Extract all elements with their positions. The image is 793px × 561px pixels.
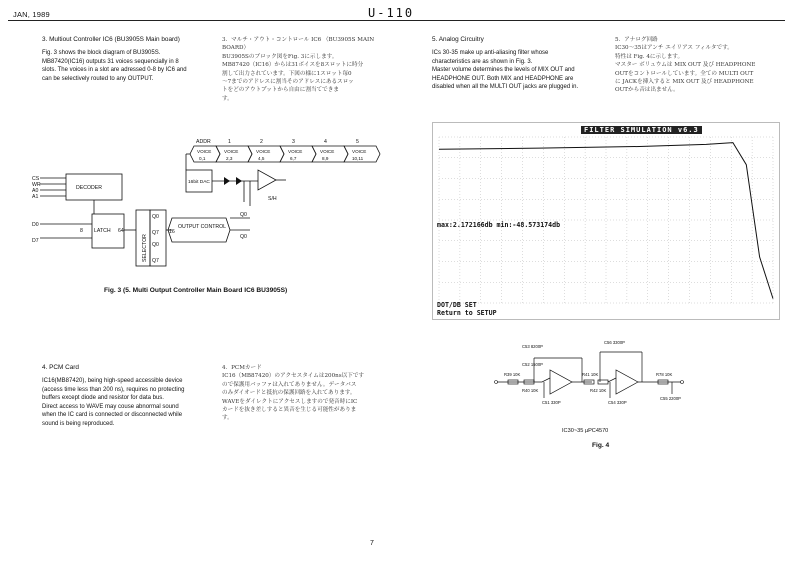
- fig3-caption: Fig. 3 (5. Multi Output Controller Main Board IC6 BU3905S): [104, 287, 288, 294]
- fig3-voice: 2,3: [226, 156, 233, 161]
- page-number: 7: [370, 540, 374, 547]
- fig3-d0: D0: [32, 222, 39, 228]
- section4-jp-line: カードを抜き差しすると異音を生じる可能性がありま: [222, 407, 357, 414]
- section3-jp-line: す。: [222, 95, 233, 102]
- section5-block: [432, 36, 602, 92]
- section3-jp-line: BU3905Sのブロック図をFig. 3に示します。: [222, 53, 338, 60]
- section3-block: [42, 36, 217, 83]
- fig4-part: R40 10K: [522, 388, 539, 393]
- section5-line: HEADPHONE OUT. Both MIX and HEADPHONE are: [432, 75, 574, 82]
- fig3-voice-label: VOICE: [224, 149, 239, 154]
- fig4-part: C52 1500P: [522, 362, 543, 367]
- fig4-part: C51 330P: [542, 400, 561, 405]
- section3-title: 3. Multiout Controller IC6 (BU3905S Main board): [42, 36, 180, 43]
- fig3-qbar-out: Q0: [240, 234, 247, 240]
- fig3-latch: LATCH: [94, 228, 111, 234]
- section3-jp-line: MB87420（IC16）からは31ボイスを8スロットに時分: [222, 62, 364, 69]
- fig3-input-a1: A1: [32, 194, 39, 200]
- section5-line: characteristics are as shown in Fig. 3.: [432, 58, 533, 65]
- section3-jp-line: 割して出力されています。下図の様に1スロット毎0: [222, 70, 352, 77]
- section3-line: can be selectively routed to any OUTPUT.: [42, 75, 154, 82]
- fig3-d7: D7: [32, 238, 39, 244]
- fig3-voice: 0,1: [199, 156, 206, 161]
- fig3-output-control: OUTPUT CONTROL: [178, 224, 227, 230]
- section3-line: Fig. 3 shows the block diagram of BU3905S.: [42, 50, 161, 56]
- section4-block: [42, 364, 217, 429]
- section5-jp-line: OUTをコントロールしています。全ての MULTI OUT: [615, 70, 754, 77]
- section4-line: (access time less than 200 ns), requires no protecting: [42, 386, 185, 393]
- fig3-addr: 3: [292, 139, 295, 145]
- fig3-dac: 16bit DAC: [188, 180, 210, 185]
- section4-jp-line: IC16（MB87420）のアクセスタイムは200ns以下です: [222, 373, 365, 380]
- section4-jp-title: 4．PCMカード: [222, 365, 262, 371]
- section5-jp-line: に JACKを挿入すると MIX OUT 及び HEADPHONE: [615, 79, 754, 86]
- filter-line1: DOT/DB SET: [437, 301, 477, 309]
- fig3-voice: 6,7: [290, 156, 297, 161]
- section4-jp-line: ので保護用バッファは入れてありません。データバス: [222, 381, 357, 388]
- fig3-addr: 4: [324, 139, 327, 145]
- section4-line: when the IC card is connected or disconnected while: [42, 412, 183, 419]
- section4-jp-line: す。: [222, 415, 233, 422]
- fig3-q: Q0: [152, 242, 159, 248]
- fig3-voice: 4,5: [258, 156, 265, 161]
- fig3-voice-label: VOICE: [256, 149, 271, 154]
- fig3-addr-label: ADDR: [196, 139, 211, 145]
- fig3-q: Q7: [152, 230, 159, 236]
- fig3-voice: 8,9: [322, 156, 329, 161]
- section3-jp-line: トをどのアウトプットから自由に割当てできま: [222, 87, 339, 94]
- fig3-voice: 10,11: [352, 156, 364, 161]
- fig4-part: C53 8200P: [522, 344, 543, 349]
- fig3-selector: SELECTOR: [142, 234, 148, 262]
- fig3-input-a0: A0: [32, 188, 39, 194]
- section5-jp-title: 5．アナログ回路: [615, 37, 658, 43]
- fig3-input-cs: CS: [32, 176, 40, 182]
- header-rule: [8, 20, 785, 21]
- fig4-part: R41 10K: [582, 372, 599, 377]
- section4-body: [42, 377, 217, 429]
- filter-readout: max:2.172166db min:-48.573174db: [437, 221, 561, 229]
- fig4-part: R42 10K: [590, 388, 607, 393]
- section4-jp-line: のみダイオードと抵抗の保護回路を入れてあります。: [222, 390, 356, 397]
- section4-line: sound is being reproduced.: [42, 420, 115, 427]
- filter-title: FILTER SIMULATION v6.3: [581, 126, 702, 134]
- section5-line: Master volume determines the levels of MIX OUT and: [432, 67, 575, 74]
- fig3-q: Q7: [152, 258, 159, 264]
- header-model: U-110: [368, 6, 415, 20]
- fig4-part: R39 10K: [504, 372, 521, 377]
- fig4-part: R78 10K: [656, 372, 673, 377]
- fig3-diagram: [32, 134, 396, 282]
- fig4-part: C55 2200P: [660, 396, 681, 401]
- filter-line2: Return to SETUP: [437, 309, 497, 317]
- fig3-q: Q0: [152, 214, 159, 220]
- fig3-voice-label: VOICE: [288, 149, 303, 154]
- section5-jp-line: OUTから音は出ません。: [615, 87, 679, 94]
- fig4-caption: Fig. 4: [592, 442, 610, 449]
- section3-line: slots. The voices in a slot are adressed 0-8 by IC6 and: [42, 67, 187, 74]
- section4-line: Direct access to WAVE may couse abnormal sound: [42, 403, 179, 410]
- fig3-decoder: DECODER: [76, 185, 102, 191]
- fig3-voice-label: VOICE: [320, 149, 335, 154]
- fig3-voice-label: VOICE: [352, 149, 367, 154]
- section5-jp-line: マスター ボリュウムは MIX OUT 及び HEADPHONE: [615, 62, 756, 69]
- section3-jp-title: 3．マルチ・アウト・コントロール IC6 （BU3905S MAIN BOARD）: [222, 37, 375, 52]
- fig3-sh: S/H: [268, 196, 277, 202]
- fig3-voice-label: VOICE: [197, 149, 212, 154]
- section4-jp-block: [222, 364, 392, 423]
- fig3-addr: 5: [356, 139, 359, 145]
- section5-line: disabled when all the MULTI OUT jacks are plugged in.: [432, 84, 579, 91]
- fig3-q-out: Q0: [240, 212, 247, 218]
- section3-jp-line: ～7までのアドレスに割当そのアドレスにあるスロッ: [222, 79, 354, 86]
- fig4-part: C54 330P: [608, 400, 627, 405]
- fig4-part: C56 3300P: [604, 340, 625, 345]
- section5-jp-block: [615, 36, 783, 95]
- fig4-ic-label: IC30~35 µPC4570: [562, 428, 609, 434]
- section4-line: buffers except diode and resistor for data bus.: [42, 395, 164, 402]
- filter-display: [432, 122, 780, 320]
- section5-title: 5. Analog Circuitry: [432, 36, 484, 43]
- section4-line: IC16(MB87420), being high-speed accessible device: [42, 378, 183, 384]
- section5-body: [432, 49, 602, 92]
- section3-line: MB87420(IC16) outputs 31 voices sequencially in 8: [42, 58, 179, 65]
- fig3-bus16: 16: [169, 229, 175, 235]
- fig3-addr: 1: [228, 139, 231, 145]
- section5-jp-line: 特性は Fig. 4に示します。: [615, 53, 684, 60]
- header-date: JAN, 1989: [13, 10, 50, 19]
- section3-jp-block: [222, 36, 390, 103]
- fig3-bus64: 64: [118, 228, 124, 234]
- section5-line: ICs 30-35 make up anti-aliasing filter whose: [432, 50, 549, 56]
- section4-jp-line: WAVEをダイレクトにアクセスしますので発音時にIC: [222, 398, 358, 405]
- section4-title: 4. PCM Card: [42, 364, 79, 371]
- fig4-schematic: [492, 338, 692, 428]
- fig3-bus8: 8: [80, 228, 83, 234]
- fig3-input-wr: WR: [32, 182, 41, 188]
- section5-jp-line: IC30～35はアンチ エイリアス フィルタです。: [615, 45, 733, 52]
- section3-body: [42, 49, 217, 83]
- fig3-addr: 2: [260, 139, 263, 145]
